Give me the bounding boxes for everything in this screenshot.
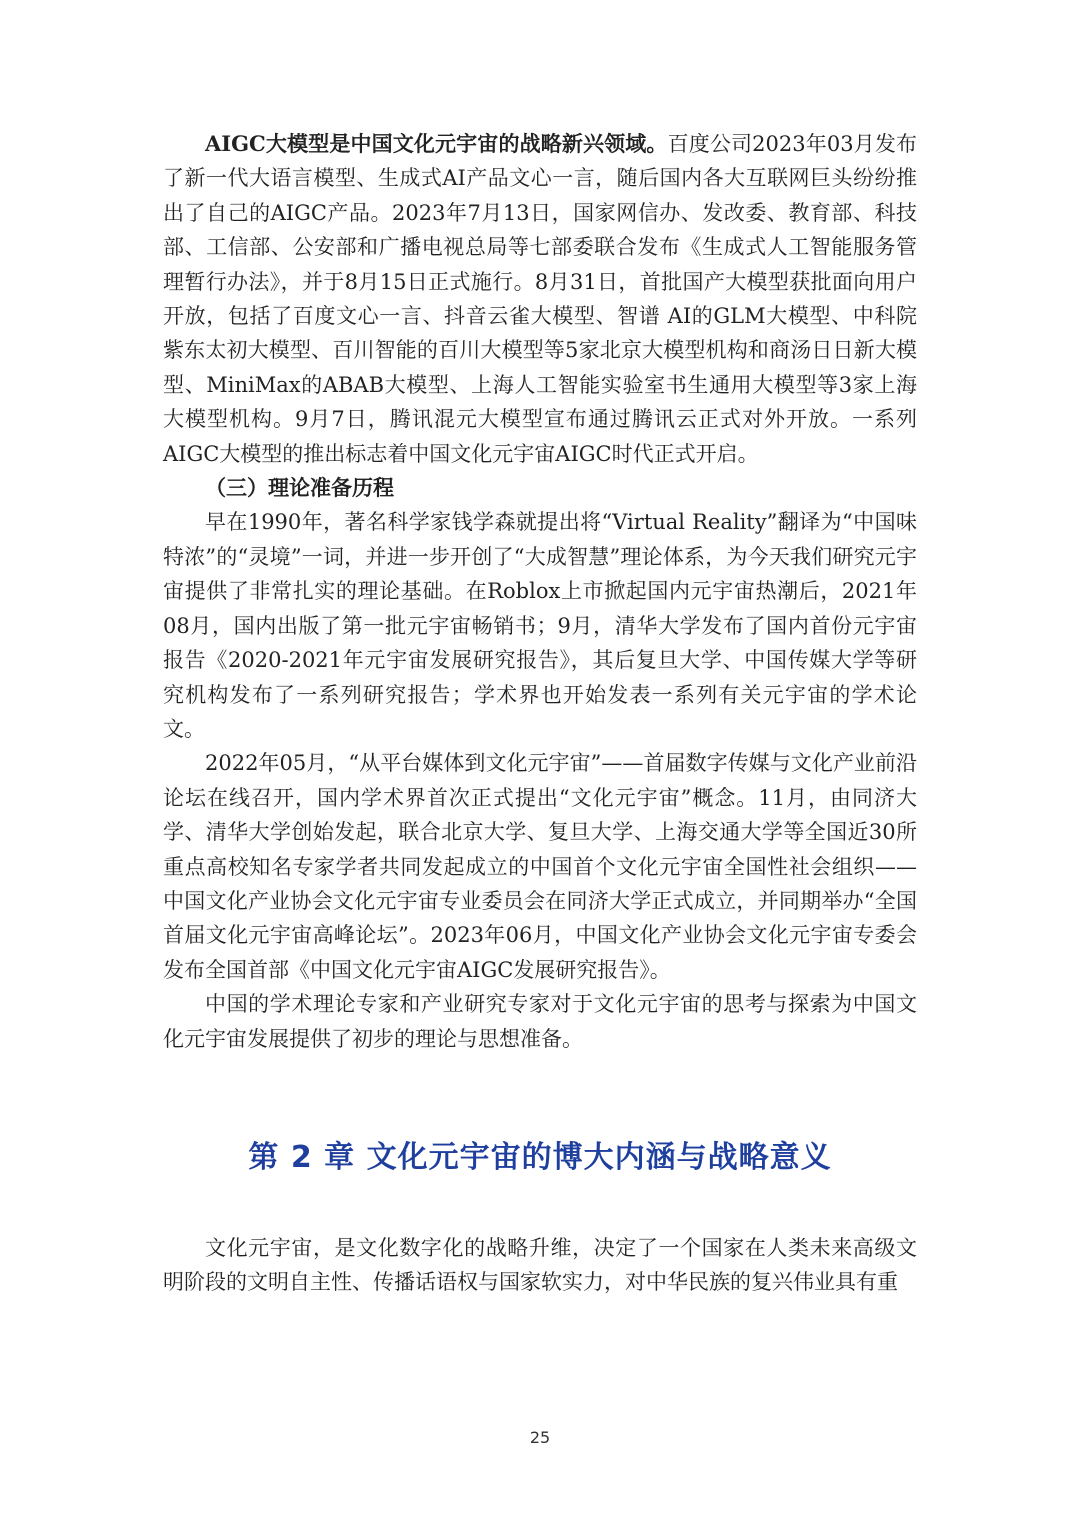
page-number: 25: [529, 1428, 551, 1447]
body-text-block: [163, 127, 917, 1056]
paragraph-2022: 2022年05月，“从平台媒体到文化元宇宙”——首届数字传媒与文化产业前沿论坛在线召开，国内学术界首次正式提出“文化元宇宙”概念。11月，由同济大学、清华大学创始发起，联合北京大学、复旦大学、上海交通大学等全国近30所重点高校知名专家学者共同发起成立的中国首个文化元宇宙全国性社会组织——中国文化产业协会文化元宇宙专业委员会在同济大学正式成立，并同期举办“全国首届文化元宇宙高峰论坛”。2023年06月，中国文化产业协会文化元宇宙专委会发布全国首部《中国文化元宇宙AIGC发展研究报告》。: [163, 751, 917, 982]
chapter-title: 第 2 章 文化元宇宙的博大内涵与战略意义: [248, 1140, 832, 1175]
paragraph-text: 百度公司2023年03月发布了新一代大语言模型、生成式AI产品文心一言，随后国内各大互联网巨头纷纷推出了自己的AIGC产品。2023年7月13日，国家网信办、发改委、教育部、科技部、工信部、公安部和广播电视总局等七部委联合发布《生成式人工智能服务管理暂行办法》，并于8月15日正式施行。8月31日，首批国产大模型获批面向用户开放，包括了百度文心一言、抖音云雀大模型、智谱 AI的GLM大模型、中科院紫东太初大模型、百川智能的百川大模型等5家北京大模型机构和商汤日日新大模型、MiniMax的ABAB大模型、上海人工智能实验室书生通用大模型等3家上海大模型机构。9月7日，腾讯混元大模型宣布通过腾讯云正式对外开放。一系列AIGC大模型的推出标志着中国文化元宇宙AIGC时代正式开启。: [163, 132, 918, 466]
section-heading: （三）理论准备历程: [205, 475, 394, 501]
paragraph-1990: 早在1990年，著名科学家钱学森就提出将“Virtual Reality”翻译为“中国味特浓”的“灵境”一词，并进一步开创了“大成智慧”理论体系，为今天我们研究元宇宙提供了非常扎实的理论基础。在Roblox上市掀起国内元宇宙热潮后，2021年08月，国内出版了第一批元宇宙畅销书；9月，清华大学发布了国内首份元宇宙报告《2020-2021年元宇宙发展研究报告》，其后复旦大学、中国传媒大学等研究机构发布了一系列研究报告；学术界也开始发表一系列有关元宇宙的学术论文。: [163, 510, 917, 741]
paragraph-chapter-intro: 文化元宇宙，是文化数字化的战略升维，决定了一个国家在人类未来高级文明阶段的文明自主性、传播话语权与国家软实力，对中华民族的复兴伟业具有重: [163, 1236, 917, 1295]
paragraph-aigc: [163, 127, 917, 471]
paragraph-bold-lead: AIGC大模型是中国文化元宇宙的战略新兴领域。: [205, 131, 668, 156]
paragraph-summary: 中国的学术理论专家和产业研究专家对于文化元宇宙的思考与探索为中国文化元宇宙发展提供了初步的理论与思想准备。: [163, 992, 917, 1051]
chapter-body-block: [163, 1231, 917, 1300]
